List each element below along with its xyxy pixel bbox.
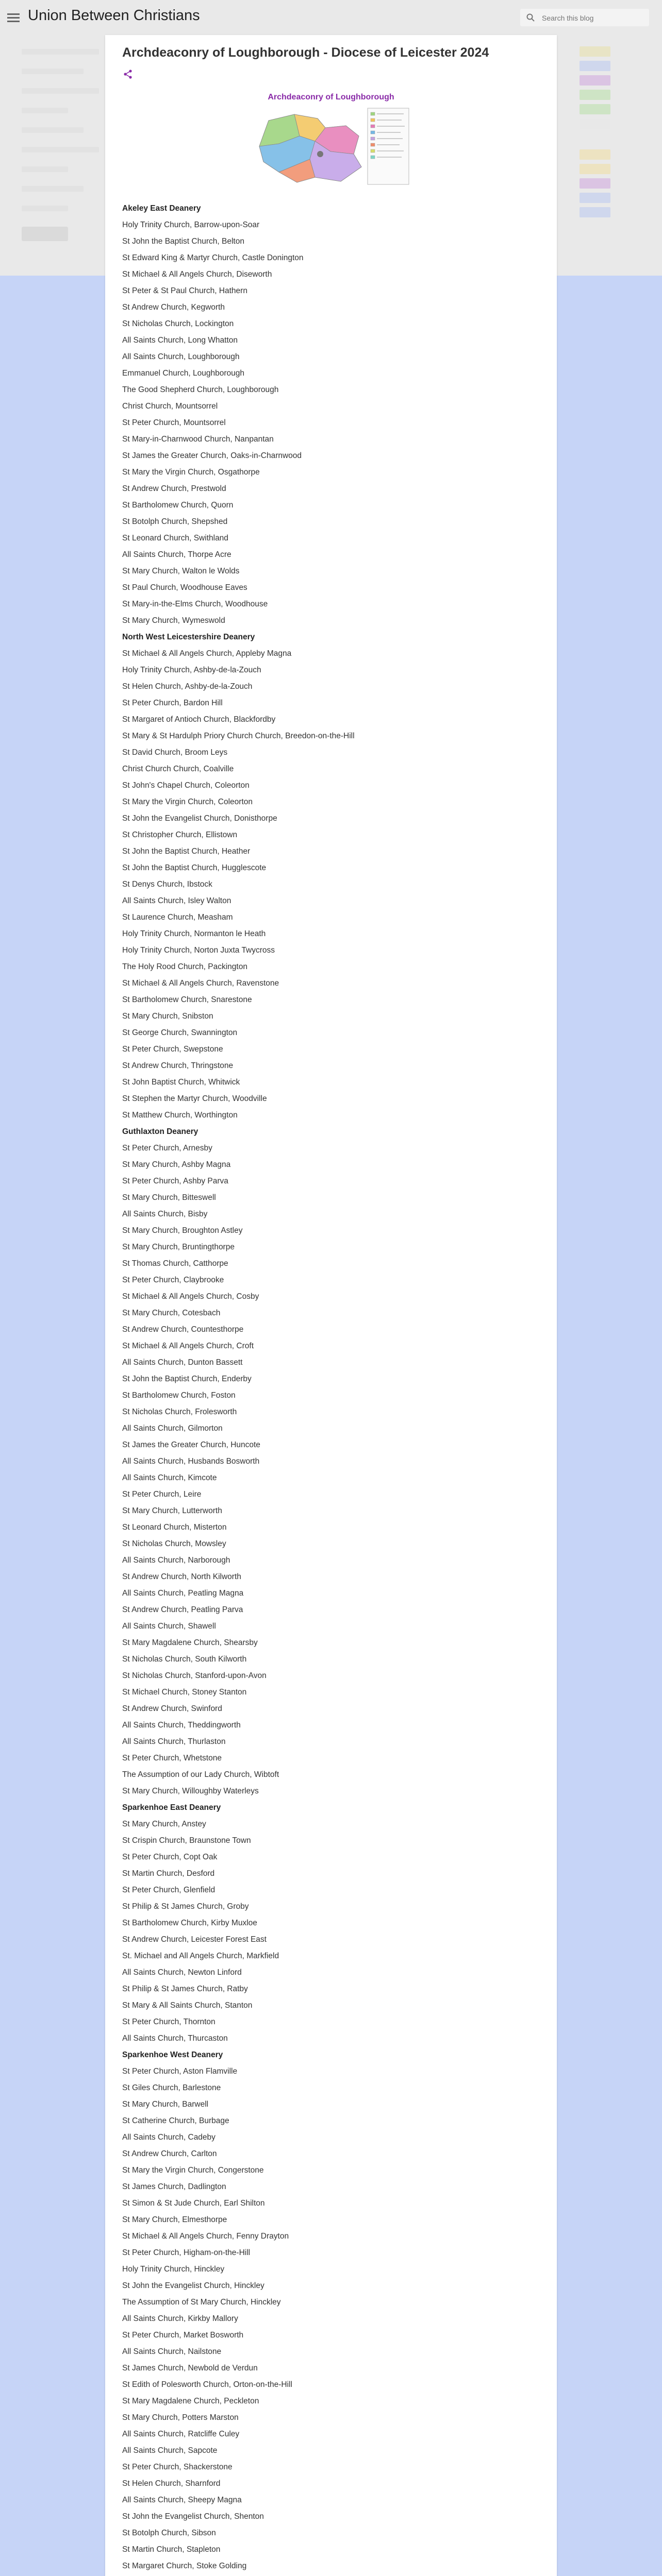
church-list-item: St Mary Church, Lutterworth <box>122 1506 222 1515</box>
church-list-item: St Nicholas Church, Stanford-upon-Avon <box>122 1671 267 1680</box>
church-list-item: St Nicholas Church, Frolesworth <box>122 1408 237 1416</box>
church-list-item: All Saints Church, Isley Walton <box>122 896 231 905</box>
church-list-item: St Mary Church, Walton le Wolds <box>122 567 240 575</box>
church-list-item: St Andrew Church, Leicester Forest East <box>122 1935 267 1944</box>
church-list-item: St Michael & All Angels Church, Appleby Magna <box>122 649 292 658</box>
church-list-item: All Saints Church, Newton Linford <box>122 1968 242 1977</box>
church-list-item: St Andrew Church, North Kilworth <box>122 1572 241 1581</box>
church-list-item: St Mary & St Hardulph Priory Church Church, Breedon-on-the-Hill <box>122 732 355 740</box>
church-list-item: St Mary Magdalene Church, Shearsby <box>122 1638 258 1647</box>
church-list-item: Holy Trinity Church, Hinckley <box>122 2265 225 2274</box>
church-list-item: St Andrew Church, Prestwold <box>122 484 226 493</box>
church-list-item: St Michael & All Angels Church, Diseworth <box>122 270 272 279</box>
church-list-item: St Mary Church, Anstey <box>122 1820 206 1828</box>
blog-title-link[interactable]: Union Between Christians <box>28 7 200 24</box>
church-list-item: St John the Baptist Church, Belton <box>122 237 244 246</box>
church-list-item: St Botolph Church, Sibson <box>122 2529 216 2537</box>
deanery-heading: North West Leicestershire Deanery <box>122 633 255 641</box>
church-list-item: All Saints Church, Peatling Magna <box>122 1589 244 1598</box>
church-list-item: St Bartholomew Church, Kirby Muxloe <box>122 1919 257 1927</box>
church-list-item: St Margaret Church, Stoke Golding <box>122 2562 247 2570</box>
post-title: Archdeaconry of Loughborough - Diocese of Leicester 2024 <box>122 45 489 60</box>
church-list-item: St James the Greater Church, Oaks-in-Charnwood <box>122 451 302 460</box>
church-list-item: The Assumption of our Lady Church, Wibtoft <box>122 1770 279 1779</box>
church-list-item: Holy Trinity Church, Norton Juxta Twycross <box>122 946 275 955</box>
church-list-item: St John the Baptist Church, Hugglescote <box>122 863 267 872</box>
church-list-item: St Mary Church, Bruntingthorpe <box>122 1243 235 1251</box>
church-list-item: St Peter Church, Mountsorrel <box>122 418 226 427</box>
church-list-item: St James Church, Newbold de Verdun <box>122 2364 258 2372</box>
church-list-item: St Andrew Church, Thringstone <box>122 1061 234 1070</box>
church-list-item: St Andrew Church, Carlton <box>122 2149 217 2158</box>
church-list-item: St Michael Church, Stoney Stanton <box>122 1688 247 1697</box>
church-list-item: St Mary-in-Charnwood Church, Nanpantan <box>122 435 274 444</box>
church-list-item: All Saints Church, Nailstone <box>122 2347 222 2356</box>
sidebar-faded <box>22 49 104 225</box>
church-list-item: All Saints Church, Sheepy Magna <box>122 2496 242 2504</box>
church-list-item: St Peter Church, Bardon Hill <box>122 699 223 707</box>
menu-icon[interactable] <box>7 11 20 23</box>
church-list-item: Holy Trinity Church, Normanton le Heath <box>122 929 266 938</box>
church-list-item: St Giles Church, Barlestone <box>122 2083 221 2092</box>
church-list-item: Emmanuel Church, Loughborough <box>122 369 244 378</box>
church-list-item: St Helen Church, Sharnford <box>122 2479 221 2488</box>
church-list-item: St Mary the Virgin Church, Congerstone <box>122 2166 264 2175</box>
church-list-item: St Mary Church, Elmesthorpe <box>122 2215 227 2224</box>
church-list-item: All Saints Church, Sapcote <box>122 2446 218 2455</box>
church-list-item: St George Church, Swannington <box>122 1028 238 1037</box>
deanery-heading: Sparkenhoe West Deanery <box>122 2050 223 2059</box>
church-list-item: All Saints Church, Shawell <box>122 1622 216 1631</box>
church-list-item: St Peter Church, Aston Flamville <box>122 2067 238 2076</box>
church-list-item: Holy Trinity Church, Barrow-upon-Soar <box>122 221 260 229</box>
church-list-item: St Leonard Church, Swithland <box>122 534 228 543</box>
church-list-item: St Peter Church, Leire <box>122 1490 202 1499</box>
church-list-item: All Saints Church, Husbands Bosworth <box>122 1457 260 1466</box>
church-list-item: St Margaret of Antioch Church, Blackfordby <box>122 715 276 724</box>
church-list-item: St Mary the Virgin Church, Osgathorpe <box>122 468 260 477</box>
church-list-item: St Michael & All Angels Church, Cosby <box>122 1292 259 1301</box>
church-list-item: All Saints Church, Bisby <box>122 1210 208 1218</box>
top-app-bar <box>0 0 662 35</box>
church-list-item: St. Michael and All Angels Church, Markfield <box>122 1952 279 1960</box>
map-illustration <box>248 105 414 188</box>
church-list-item: St David Church, Broom Leys <box>122 748 228 757</box>
church-list-item: St Philip & St James Church, Groby <box>122 1902 249 1911</box>
church-list-item: St Andrew Church, Swinford <box>122 1704 222 1713</box>
church-list-item: St Michael & All Angels Church, Ravenstone <box>122 979 279 988</box>
church-list-item: St Nicholas Church, Mowsley <box>122 1539 226 1548</box>
church-list-item: St Christopher Church, Ellistown <box>122 831 238 839</box>
church-list-item: St James the Greater Church, Huncote <box>122 1440 260 1449</box>
church-list-item: St John the Baptist Church, Heather <box>122 847 251 856</box>
church-list-item: Holy Trinity Church, Ashby-de-la-Zouch <box>122 666 261 674</box>
church-list-item: All Saints Church, Loughborough <box>122 352 240 361</box>
church-list-item: St John the Evangelist Church, Donisthorpe <box>122 814 277 823</box>
church-list-item: All Saints Church, Dunton Bassett <box>122 1358 243 1367</box>
search-icon <box>526 13 535 22</box>
church-list-item: St Botolph Church, Shepshed <box>122 517 228 526</box>
church-list-item: The Good Shepherd Church, Loughborough <box>122 385 279 394</box>
church-list-item: All Saints Church, Gilmorton <box>122 1424 223 1433</box>
church-list-item: St Mary Church, Ashby Magna <box>122 1160 231 1169</box>
church-list-item: St Peter Church, Swepstone <box>122 1045 223 1054</box>
church-list-item: St Mary Church, Broughton Astley <box>122 1226 243 1235</box>
church-list-item: St John Baptist Church, Whitwick <box>122 1078 240 1087</box>
church-list-item: St Nicholas Church, Lockington <box>122 319 234 328</box>
church-list-item: St Laurence Church, Measham <box>122 913 233 922</box>
church-list-item: Christ Church, Mountsorrel <box>122 402 218 411</box>
deanery-map-figure <box>122 93 540 190</box>
deanery-heading: Guthlaxton Deanery <box>122 1127 198 1136</box>
church-list-item: St Edith of Polesworth Church, Orton-on-the-Hill <box>122 2380 292 2389</box>
church-list-item: St Michael & All Angels Church, Croft <box>122 1342 254 1350</box>
church-list-item: St Edward King & Martyr Church, Castle Donington <box>122 253 304 262</box>
church-list-item: St Nicholas Church, South Kilworth <box>122 1655 247 1664</box>
church-list-item: St Helen Church, Ashby-de-la-Zouch <box>122 682 253 691</box>
church-list-item: St Philip & St James Church, Ratby <box>122 1985 248 1993</box>
church-list-item: St John the Evangelist Church, Shenton <box>122 2512 264 2521</box>
church-list-item: St Andrew Church, Peatling Parva <box>122 1605 243 1614</box>
church-list-item: Christ Church Church, Coalville <box>122 765 234 773</box>
church-list-item: All Saints Church, Ratcliffe Culey <box>122 2430 240 2438</box>
church-list-item: St John's Chapel Church, Coleorton <box>122 781 250 790</box>
church-list-item: St Peter Church, Arnesby <box>122 1144 212 1153</box>
church-list-item: St Matthew Church, Worthington <box>122 1111 238 1120</box>
church-list-item: St Martin Church, Stapleton <box>122 2545 221 2554</box>
church-list-item: St John the Baptist Church, Enderby <box>122 1375 252 1383</box>
church-list-item: St Peter Church, Claybrooke <box>122 1276 224 1284</box>
church-list-item: St Andrew Church, Countesthorpe <box>122 1325 244 1334</box>
church-list <box>122 200 540 2576</box>
church-list-item: All Saints Church, Narborough <box>122 1556 230 1565</box>
church-list-item: St Mary Church, Bitteswell <box>122 1193 216 1202</box>
church-list-item: St Crispin Church, Braunstone Town <box>122 1836 251 1845</box>
church-list-item: All Saints Church, Thurcaston <box>122 2034 228 2043</box>
church-list-item: St Peter Church, Whetstone <box>122 1754 222 1762</box>
church-list-item: St Paul Church, Woodhouse Eaves <box>122 583 247 592</box>
map-title: Archdeaconry of Loughborough <box>268 93 394 101</box>
church-list-item: All Saints Church, Thurlaston <box>122 1737 226 1746</box>
blog-post <box>105 35 557 2576</box>
church-list-item: All Saints Church, Kirkby Mallory <box>122 2314 238 2323</box>
church-list-item: St Mary Church, Snibston <box>122 1012 213 1021</box>
church-list-item: St Mary Church, Cotesbach <box>122 1309 221 1317</box>
church-list-item: St James Church, Dadlington <box>122 2182 226 2191</box>
church-list-item: St Denys Church, Ibstock <box>122 880 212 889</box>
church-list-item: St John the Evangelist Church, Hinckley <box>122 2281 264 2290</box>
church-list-item: St Peter Church, Thornton <box>122 2018 216 2026</box>
deanery-heading: Akeley East Deanery <box>122 204 201 213</box>
church-list-item: St Mary-in-the-Elms Church, Woodhouse <box>122 600 268 608</box>
church-list-item: All Saints Church, Kimcote <box>122 1473 217 1482</box>
right-faded-widgets <box>580 46 610 222</box>
share-icon[interactable] <box>122 69 134 80</box>
church-list-item: The Holy Rood Church, Packington <box>122 962 247 971</box>
church-list-item: The Assumption of St Mary Church, Hinckley <box>122 2298 281 2307</box>
deanery-map-image[interactable] <box>248 93 414 187</box>
church-list-item: St Mary Church, Wymeswold <box>122 616 225 625</box>
church-list-item: St Mary Church, Willoughby Waterleys <box>122 1787 259 1795</box>
church-list-item: St Mary & All Saints Church, Stanton <box>122 2001 253 2010</box>
church-list-item: St Michael & All Angels Church, Fenny Drayton <box>122 2232 289 2241</box>
church-list-item: St Catherine Church, Burbage <box>122 2116 229 2125</box>
search-input[interactable] <box>541 12 646 24</box>
church-list-item: St Bartholomew Church, Quorn <box>122 501 234 510</box>
church-list-item: St Peter Church, Copt Oak <box>122 1853 218 1861</box>
sidebar-faded-badge <box>22 227 68 241</box>
church-list-item: St Peter Church, Higham-on-the-Hill <box>122 2248 251 2257</box>
church-list-item: All Saints Church, Theddingworth <box>122 1721 241 1730</box>
church-list-item: All Saints Church, Thorpe Acre <box>122 550 231 559</box>
church-list-item: All Saints Church, Cadeby <box>122 2133 216 2142</box>
church-list-item: St Simon & St Jude Church, Earl Shilton <box>122 2199 265 2208</box>
church-list-item: St Peter Church, Shackerstone <box>122 2463 233 2471</box>
church-list-item: St Peter Church, Glenfield <box>122 1886 216 1894</box>
deanery-heading: Sparkenhoe East Deanery <box>122 1803 221 1812</box>
church-list-item: All Saints Church, Long Whatton <box>122 336 238 345</box>
church-list-item: St Mary Church, Barwell <box>122 2100 209 2109</box>
church-list-item: St Thomas Church, Catthorpe <box>122 1259 228 1268</box>
church-list-item: St Andrew Church, Kegworth <box>122 303 225 312</box>
church-list-item: St Bartholomew Church, Snarestone <box>122 995 252 1004</box>
church-list-item: St Peter Church, Market Bosworth <box>122 2331 244 2340</box>
church-list-item: St Martin Church, Desford <box>122 1869 215 1878</box>
search-box[interactable] <box>520 9 649 26</box>
church-list-item: St Peter Church, Ashby Parva <box>122 1177 228 1185</box>
church-list-item: St Mary Church, Potters Marston <box>122 2413 239 2422</box>
church-list-item: St Peter & St Paul Church, Hathern <box>122 286 247 295</box>
church-list-item: St Leonard Church, Misterton <box>122 1523 227 1532</box>
church-list-item: St Bartholomew Church, Foston <box>122 1391 236 1400</box>
church-list-item: St Mary Magdalene Church, Peckleton <box>122 2397 259 2405</box>
church-list-item: St Mary the Virgin Church, Coleorton <box>122 798 253 806</box>
church-list-item: St Stephen the Martyr Church, Woodville <box>122 1094 267 1103</box>
